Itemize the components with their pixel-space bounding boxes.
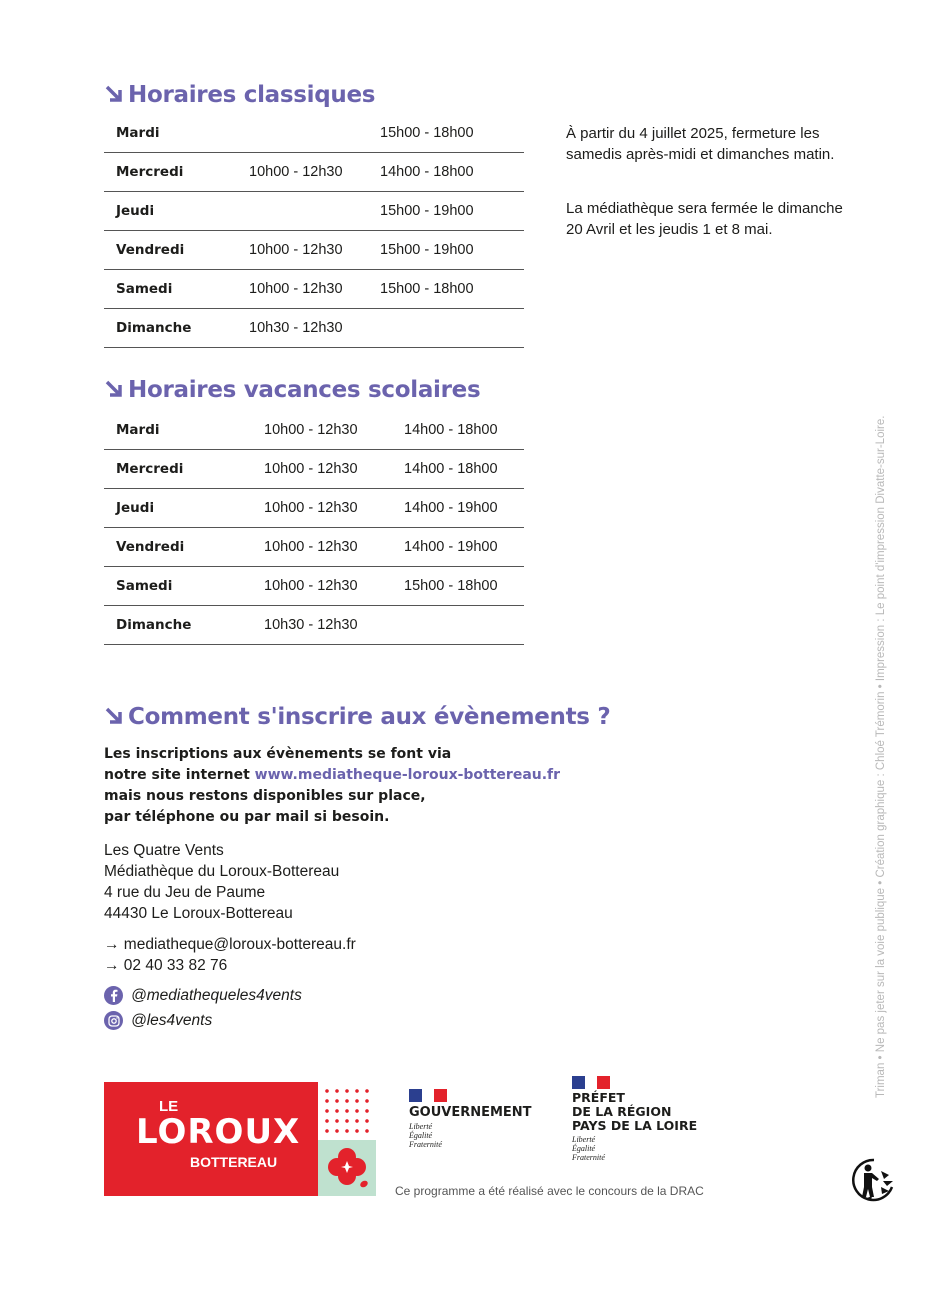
flower-logo-tile [318,1140,376,1196]
day-label: Samedi [104,567,264,606]
afternoon-hours: 15h00 - 18h00 [380,270,524,309]
triman-recycling-icon [851,1157,897,1203]
afternoon-hours: 14h00 - 19h00 [404,489,524,528]
afternoon-hours: 14h00 - 19h00 [404,528,524,567]
facebook-link[interactable]: @mediathequeles4vents [104,986,302,1005]
afternoon-hours: 14h00 - 18h00 [404,450,524,489]
day-label: Dimanche [104,606,264,645]
day-label: Jeudi [104,192,249,231]
holiday-hours-heading: Horaires vacances scolaires [104,377,480,403]
afternoon-hours [380,309,524,348]
classic-hours-table [104,114,524,348]
arrow-down-right-icon [104,379,124,399]
drac-credit: Ce programme a été réalisé avec le concours de la DRAC [395,1184,704,1198]
signup-text: Les inscriptions aux évènements se font via notre site internet www.mediatheque-loroux-bottereau.fr mais nous restons disponibles sur place, par téléphone ou par mail si besoin. [104,746,561,825]
afternoon-hours: 15h00 - 19h00 [380,192,524,231]
hours-row [104,270,524,309]
phone-number[interactable]: → 02 40 33 82 76 [104,957,228,974]
french-flag-icon [572,1076,610,1089]
afternoon-hours: 14h00 - 18h00 [404,411,524,450]
hours-row [104,309,524,348]
arrow-down-right-icon [104,84,124,104]
loroux-bottereau-logo: LE LOROUX BOTTEREAU [104,1082,318,1196]
day-label: Jeudi [104,489,264,528]
morning-hours [249,192,380,231]
address-block: Les Quatre Vents Médiathèque du Loroux-Bottereau 4 rue du Jeu de Paume 44430 Le Loroux-Bottereau [104,842,340,922]
motto: Liberté Égalité Fraternité [572,1135,605,1162]
day-label: Mardi [104,114,249,153]
morning-hours: 10h00 - 12h30 [249,231,380,270]
morning-hours: 10h00 - 12h30 [264,489,404,528]
hours-row [104,606,524,645]
morning-hours [249,114,380,153]
afternoon-hours [404,606,524,645]
hours-row [104,231,524,270]
instagram-link[interactable]: @les4vents [104,1011,212,1030]
day-label: Vendredi [104,231,249,270]
holiday-hours-table [104,411,524,645]
morning-hours: 10h00 - 12h30 [249,153,380,192]
hours-row [104,153,524,192]
prefet-region-logo: PRÉFET DE LA RÉGION PAYS DE LA LOIRE Liberté Égalité Fraternité [572,1076,697,1162]
signup-heading: Comment s'inscrire aux évènements ? [104,704,610,730]
hours-row [104,450,524,489]
day-label: Samedi [104,270,249,309]
email-link[interactable]: → mediatheque@loroux-bottereau.fr [104,936,356,953]
day-label: Vendredi [104,528,264,567]
hours-row [104,528,524,567]
classic-hours-heading: Horaires classiques [104,82,375,108]
website-link[interactable]: www.mediatheque-loroux-bottereau.fr [254,767,561,783]
morning-hours: 10h30 - 12h30 [264,606,404,645]
afternoon-hours: 14h00 - 18h00 [380,153,524,192]
morning-hours: 10h00 - 12h30 [264,450,404,489]
morning-hours: 10h30 - 12h30 [249,309,380,348]
holiday-closing-note: La médiathèque sera fermée le dimanche 20 Avril et les jeudis 1 et 8 mai. [566,200,843,238]
hours-row [104,567,524,606]
morning-hours: 10h00 - 12h30 [264,567,404,606]
day-label: Mercredi [104,450,264,489]
hours-row [104,114,524,153]
french-flag-icon [409,1089,447,1102]
day-label: Dimanche [104,309,249,348]
afternoon-hours: 15h00 - 19h00 [380,231,524,270]
arrow-down-right-icon [104,706,124,726]
day-label: Mercredi [104,153,249,192]
hours-row [104,411,524,450]
morning-hours: 10h00 - 12h30 [264,528,404,567]
motto: Liberté Égalité Fraternité [409,1122,442,1149]
morning-hours: 10h00 - 12h30 [264,411,404,450]
hours-row [104,489,524,528]
instagram-icon [104,1011,123,1030]
print-credits: Triman • Ne pas jeter sur la voie publique • Création graphique : Chloé Trémorin • Impression : Le point d'impression Divatte-sur-Loire. [875,415,887,1098]
flower-icon [318,1140,376,1196]
day-label: Mardi [104,411,264,450]
morning-hours: 10h00 - 12h30 [249,270,380,309]
hours-row [104,192,524,231]
contact-block [104,934,356,976]
dots-pattern [322,1086,372,1138]
government-logo: GOUVERNEMENT Liberté Égalité Fraternité [409,1089,532,1149]
summer-closing-note: À partir du 4 juillet 2025, fermeture les samedis après-midi et dimanches matin. [566,125,835,163]
afternoon-hours: 15h00 - 18h00 [380,114,524,153]
afternoon-hours: 15h00 - 18h00 [404,567,524,606]
facebook-icon [104,986,123,1005]
